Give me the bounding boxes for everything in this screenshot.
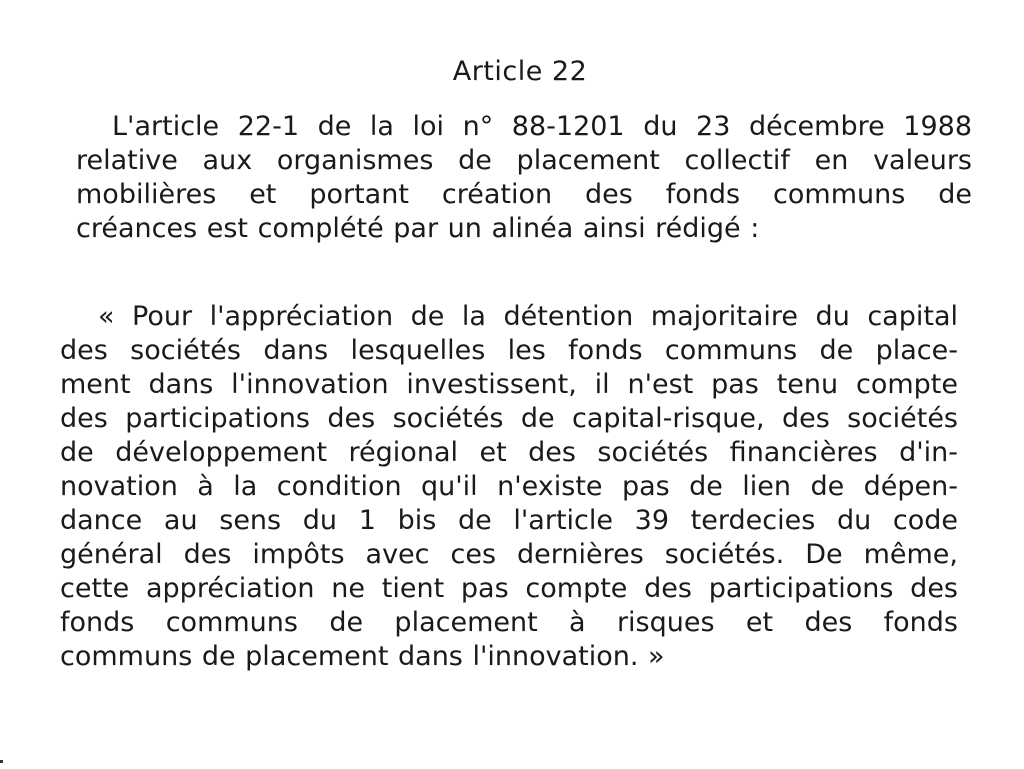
quote-line: cette appréciation ne tient pas compte des participations des [60,573,958,604]
quote-line: dance au sens du 1 bis de l'article 39 terdecies du code [60,505,958,536]
quote-line: ment dans l'innovation investissent, il n'est pas tenu compte [60,369,958,400]
quote-line: général des impôts avec ces dernières sociétés. De même, [60,539,958,570]
intro-line: L'article 22-1 de la loi n° 88-1201 du 23 décembre 1988 [112,111,972,142]
intro-line: créances est complété par un alinéa ainsi rédigé : [76,213,760,244]
quote-line: communs de placement dans l'innovation. » [60,641,665,672]
quote-line: des sociétés dans lesquelles les fonds communs de place- [60,335,958,366]
intro-paragraph [76,110,972,246]
quoted-paragraph [60,300,958,674]
quote-line: de développement régional et des sociétés financières d'in- [60,437,958,468]
intro-line: mobilières et portant création des fonds communs de [76,179,972,210]
article-title: Article 22 [452,56,588,87]
quote-line: « Pour l'appréciation de la détention majoritaire du capital [98,301,958,332]
scan-speck [0,760,3,763]
quote-line: des participations des sociétés de capital-risque, des sociétés [60,403,958,434]
quote-line: novation à la condition qu'il n'existe pas de lien de dépen- [60,471,958,502]
intro-line: relative aux organismes de placement collectif en valeurs [76,145,972,176]
quote-line: fonds communs de placement à risques et des fonds [60,607,958,638]
